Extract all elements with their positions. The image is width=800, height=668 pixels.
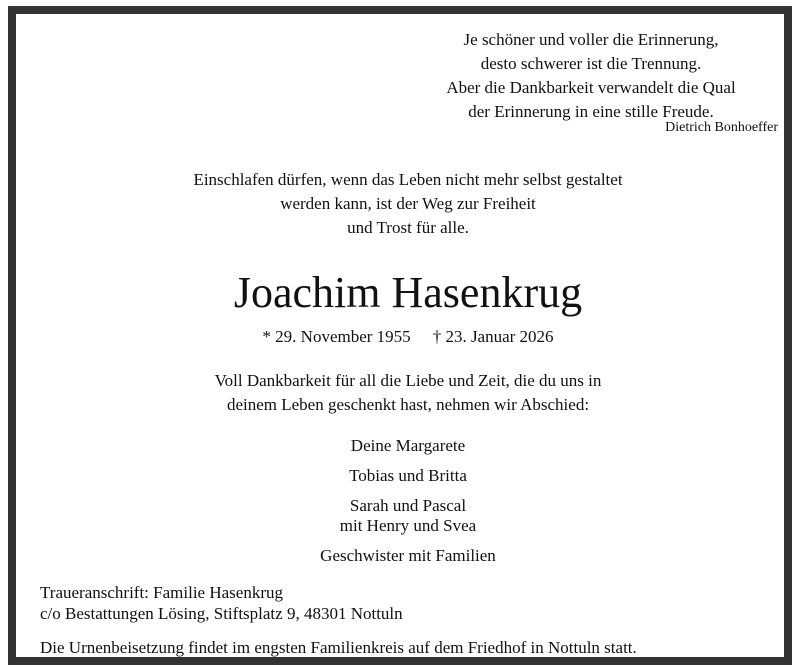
address-line: Traueranschrift: Familie Hasenkrug [40,583,283,602]
motto-block [16,168,800,240]
obituary-frame [8,6,792,665]
quote-block [411,28,771,124]
motto-line: und Trost für alle. [347,218,469,237]
mourners-list [16,436,800,576]
mourner-entry: Sarah und Pascal [349,496,467,515]
burial-notice: Die Urnenbeisetzung findet im engsten Familienkreis auf dem Friedhof in Nottuln statt. [40,638,637,657]
quote-line: Aber die Dankbarkeit verwandelt die Qual [446,78,736,97]
deceased-name: Joachim Hasenkrug [233,268,583,317]
birth-date: * 29. November 1955 [262,327,411,346]
mourner-entry: Geschwister mit Familien [320,546,496,565]
farewell-line: Voll Dankbarkeit für all die Liebe und Zeit, die du uns in [214,371,602,390]
address-line: c/o Bestattungen Lösing, Stiftsplatz 9, 48301 Nottuln [40,604,403,623]
mourner-entry: Deine Margarete [350,436,466,455]
mourning-address [40,582,403,624]
motto-line: werden kann, ist der Weg zur Freiheit [280,194,536,213]
death-date: † 23. Januar 2026 [432,327,554,346]
farewell-text [16,369,800,417]
life-dates [16,326,800,348]
farewell-line: deinem Leben geschenkt hast, nehmen wir Abschied: [226,395,590,414]
quote-author: Dietrich Bonhoeffer [665,120,778,135]
quote-line: desto schwerer ist die Trennung. [480,54,702,73]
mourner-entry: mit Henry und Svea [339,516,477,535]
quote-line: Je schöner und voller die Erinnerung, [463,30,719,49]
motto-line: Einschlafen dürfen, wenn das Leben nicht mehr selbst gestaltet [193,170,623,189]
mourner-entry: Tobias und Britta [349,466,467,485]
quote-line: der Erinnerung in eine stille Freude. [468,102,714,121]
